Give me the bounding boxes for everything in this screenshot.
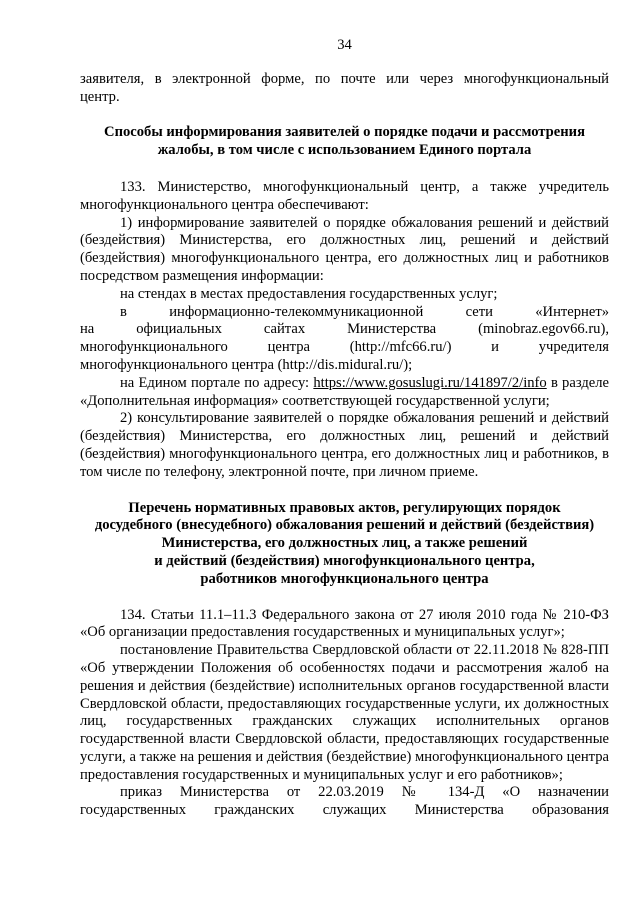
internet-line-2: на официальных сайтах Министерства (minobraz.egov66.ru), [80, 321, 609, 338]
portal-text-before: на Едином портале по адресу: [120, 374, 314, 391]
paragraph-134: 134. Статьи 11.1–11.3 Федерального закона от 27 июля 2010 года № 210-ФЗ «Об организации предоставления государственных и муниципальных услуг»; [80, 606, 609, 641]
intro-line-2: центр. [80, 88, 120, 105]
paragraph-stands: на стендах в местах предоставления государственных услуг; [120, 285, 498, 302]
intro-line-1: заявителя, в электронной форме, по почте или через многофункциональный [80, 70, 609, 87]
paragraph-133: 133. Министерство, многофункциональный центр, а также учредитель многофункционального центра обеспечивают: [80, 178, 609, 213]
order-line-2: государственных гражданских служащих Министерства образования [80, 802, 609, 819]
heading-line: Способы информирования заявителей о порядке подачи и рассмотрения [104, 124, 585, 141]
heading-line: Министерства, его должностных лиц, а также решений [161, 535, 528, 552]
paragraph-133-item-1: 1) информирование заявителей о порядке обжалования решений и действий (бездействия) Министерства, его должностных лиц, решений и действий (бездействия) многофункционального центра, его должностных лиц и работников посредством размещения информации: [80, 214, 609, 284]
paragraph-portal [80, 375, 609, 411]
page-number: 34 [337, 37, 352, 53]
heading-line: досудебного (внесудебного) обжалования решений и действий (бездействия) [94, 517, 595, 534]
order-line-1: приказ Министерства от 22.03.2019 № 134-Д «О назначении [120, 784, 609, 801]
heading-line: и действий (бездействия) многофункционального центра, [154, 552, 535, 569]
paragraph-133-item-2: 2) консультирование заявителей о порядке обжалования решений и действий (бездействия) Министерства, его должностных лиц, решений и действий (бездействия) многофункционального центра, его должностных лиц и работников, в том числе по телефону, электронной почте, при личном приеме. [80, 410, 609, 480]
portal-link[interactable]: https://www.gosuslugi.ru/141897/2/info [313, 374, 547, 391]
portal-text-after: в разделе «Дополнительная информация» соответствующей государственной услуги; [80, 374, 609, 409]
heading-line: жалобы, в том числе с использованием Единого портала [157, 142, 532, 159]
section-heading-legal-acts [80, 500, 609, 589]
internet-line-3: многофункционального центра (http://mfc66.ru/) и учредителя [80, 339, 609, 356]
paragraph-134-resolution: постановление Правительства Свердловской области от 22.11.2018 № 828-ПП «Об утверждении Положения об особенностях подачи и рассмотрения жалоб на решения и действия (бездействие) исполнительных органов государственной власти Свердловской области, предоставляющих государственные услуги, их должностных лиц, государственных гражданских служащих исполнительных органов государственной власти Свердловской области, предоставляющих государственные услуги, а также на решения и действия (бездействие) многофункционального центра предоставления государственных и муниципальных услуг и его работников»; [80, 642, 609, 783]
internet-line-4: многофункционального центра (http://dis.midural.ru/); [80, 356, 413, 373]
heading-line: работников многофункционального центра [200, 570, 489, 587]
heading-line: Перечень нормативных правовых актов, регулирующих порядок [128, 499, 561, 516]
internet-line-1: в информационно-телекоммуникационной сети «Интернет» [120, 303, 609, 320]
section-heading-informing [80, 124, 609, 160]
